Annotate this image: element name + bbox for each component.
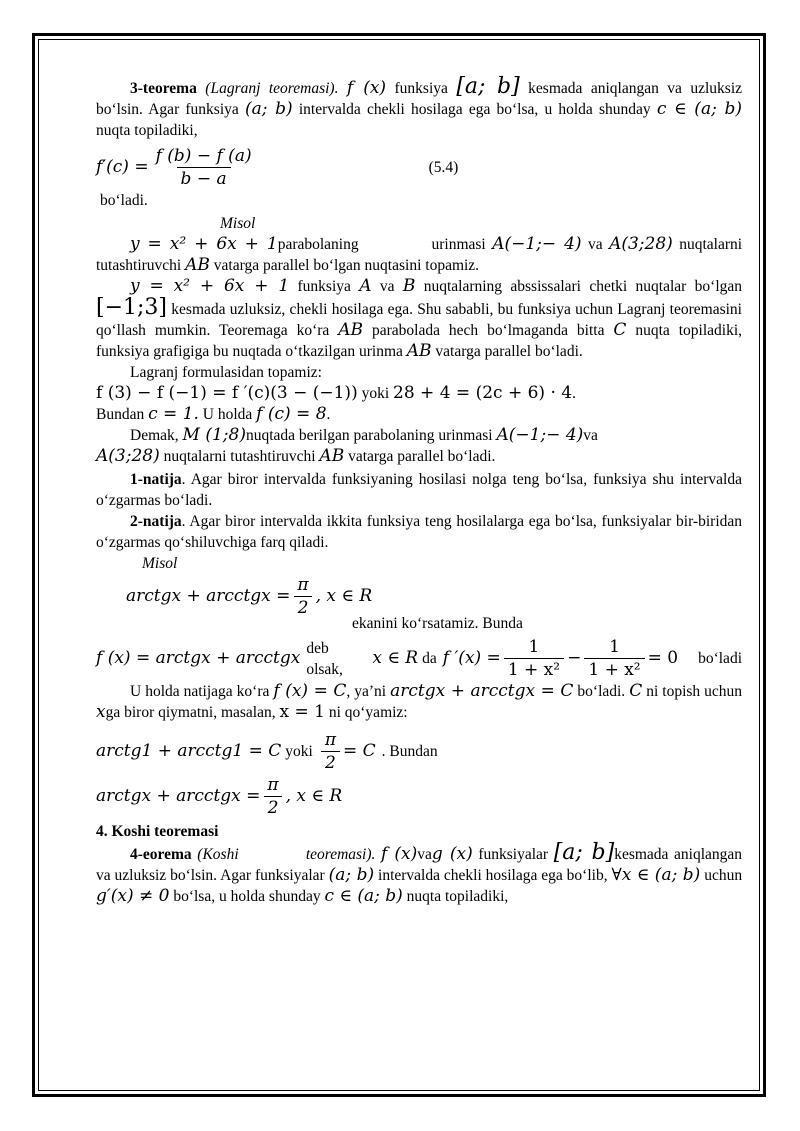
text: U holda natijaga ko‘ra	[130, 683, 270, 700]
text: tutashtiruvchi	[96, 257, 182, 274]
theorem-3-title: 3-teorema	[130, 80, 197, 97]
corollary-1	[96, 469, 742, 511]
formula-5-4	[96, 145, 742, 190]
fraction-numerator: f (b) − f (a)	[155, 146, 252, 166]
math-ab: AB	[338, 320, 364, 340]
theorem-4-title: 4-eorema	[130, 846, 192, 863]
fraction-numerator: π	[324, 730, 337, 750]
text: ni	[646, 683, 659, 700]
theorem-4-paragraph	[96, 842, 742, 907]
math-c-in: c ∈ (a; b)	[324, 886, 403, 906]
text: Demak,	[130, 427, 179, 444]
math-fraction	[504, 636, 564, 681]
math-lagrange-2: 28 + 4 = (2c + 6) · 4	[393, 383, 573, 403]
text: nuqta	[406, 888, 442, 905]
math-fraction	[584, 636, 644, 681]
text: . Agar biror intervalda funksiyaning hosilasi nolga teng bo‘lsa, funksiya shu intervalda o‘zgarmas bo‘ladi.	[96, 471, 742, 509]
substitution-line	[96, 729, 742, 774]
math-pi-over-2	[321, 729, 340, 774]
text: vatarga parallel bo‘ladi.	[348, 448, 496, 465]
text: uchun	[704, 867, 743, 884]
math-arc-sum: arctgx + arcctgx =	[96, 786, 261, 806]
fraction-numerator: 1	[528, 637, 540, 657]
math-point-m: M (1;8)	[182, 425, 246, 445]
text: , ya’ni	[346, 683, 387, 700]
math-closed-interval: [a; b]	[456, 74, 520, 99]
text: ga biror qiymatni, masalan,	[105, 704, 276, 721]
math-pi-over-2	[263, 774, 282, 819]
fraction-numerator: 1	[609, 637, 620, 657]
math-x-in-r: , x ∈ R	[315, 586, 373, 606]
text-line: Bundan c = 1. U holda f (c) = 8.	[96, 404, 331, 424]
derivative-line	[96, 636, 742, 681]
fraction-denominator: 2	[264, 796, 283, 819]
text: uzluksiz bo‘lsin. Agar funksiya	[96, 80, 743, 118]
example-1-title: Misol	[220, 215, 256, 232]
math-f-def: f (x) = arctgx + arcctgx	[96, 648, 301, 668]
text-line: ekanini ko‘rsatamiz. Bunda	[352, 615, 523, 632]
section-heading: 4. Koshi teoremasi	[96, 823, 219, 840]
math-closed-interval: [a; b]	[553, 840, 615, 865]
math-f-prime-c: f′(c) =	[96, 157, 149, 177]
text: aniqlangan va uzluksiz bo‘lsin. Agar funksiyalar	[96, 846, 743, 884]
math-interval: [−1;3]	[96, 295, 168, 320]
text: bo‘ladi.	[577, 683, 626, 700]
text: topiladiki,	[444, 888, 509, 905]
text: funksiya	[297, 278, 351, 295]
equation-number: (5.4)	[428, 159, 459, 176]
text: . Agar biror intervalda ikkita funksiya teng hosilalarga ega bo‘lsa, funksiyalar bir-biridan o‘zgarmas qo‘shiluvchiga farq qiladi.	[96, 513, 742, 551]
corollary-1-title: 1-natija	[130, 471, 182, 488]
fraction-denominator: 1 + x²	[584, 658, 644, 681]
text: funksiya	[394, 80, 448, 97]
math-fx: f (x)	[381, 844, 418, 864]
math-c: C	[629, 681, 643, 701]
math-x-in-r: x ∈ R	[372, 648, 419, 668]
math-open-interval: (a; b)	[244, 99, 293, 119]
text: yoki	[285, 743, 313, 760]
theorem-3-paragraph	[96, 76, 742, 141]
conclusion-paragraph	[96, 425, 742, 467]
math-point-a2: A(3;28)	[96, 446, 160, 466]
math-forall: ∀x ∈ (a; b)	[611, 865, 701, 885]
text: va	[587, 236, 603, 253]
fraction-denominator: 2	[294, 596, 313, 619]
text: vatarga parallel bo‘ladi.	[435, 343, 583, 360]
text: nuqtalarni tutashtiruvchi	[163, 448, 316, 465]
math-minus: −	[567, 648, 582, 668]
final-identity-line	[96, 774, 742, 819]
math-pi-over-2	[293, 574, 312, 619]
math-zero: = 0	[647, 648, 679, 668]
text: kesmada aniqlangan va	[528, 80, 682, 97]
text: topish uchun	[662, 683, 743, 700]
corollary-2	[96, 511, 742, 553]
text: U holda	[202, 406, 253, 423]
math-fc-value: f (c) = 8	[256, 404, 327, 424]
fraction-numerator: π	[297, 575, 309, 595]
text: nuqtalarni	[679, 236, 743, 253]
math-b: B	[402, 276, 416, 296]
math-x-equals-1: x = 1	[279, 702, 325, 722]
math-f-prime: f ′(x) =	[442, 648, 501, 668]
text: holda shunday	[558, 101, 651, 118]
math-parabola: y = x² + 6x + 1	[130, 276, 290, 296]
math-point-a1: A(−1;− 4)	[496, 425, 584, 445]
corollary-2-title: 2-natija	[130, 513, 182, 530]
text: deb olsak,	[306, 639, 343, 678]
text: intervalda chekli hosilaga ega	[378, 867, 563, 884]
text: funksiyalar	[478, 846, 549, 863]
theorem-4-name: (Koshi	[197, 846, 239, 863]
math-arc-sum: arctgx + arcctgx =	[126, 586, 291, 606]
fraction-numerator: π	[267, 775, 279, 795]
text: bo‘lib,	[566, 867, 608, 884]
math-fraction	[152, 145, 256, 190]
math-ab: AB	[319, 446, 345, 466]
text: ni qo‘yamiz:	[328, 704, 408, 721]
text: va	[379, 278, 395, 295]
math-arc-one: arctg1 + arcctg1 = C	[96, 741, 282, 761]
text: Bundan	[96, 406, 145, 423]
math-c-value: c = 1.	[148, 404, 199, 424]
text-line: bo‘ladi.	[100, 192, 148, 209]
math-fx: f (x)	[346, 78, 387, 98]
math-x-in-r: , x ∈ R	[285, 786, 343, 806]
text: va	[417, 846, 432, 863]
text: nuqta topiladiki, funksiya grafigiga bu nuqtada o‘tkazilgan urinma	[96, 322, 743, 360]
math-point-a2: A(3;28)	[609, 234, 673, 254]
theorem-3-name: (Lagranj teoremasi).	[205, 80, 339, 97]
text: da	[422, 650, 437, 667]
fraction-denominator: 1 + x²	[504, 658, 564, 681]
text: bo‘lsa, u holda shunday	[173, 888, 321, 905]
math-x: x	[96, 702, 106, 722]
text: nuqta topiladiki,	[96, 122, 198, 139]
text: . Bundan	[381, 743, 438, 760]
math-a: A	[359, 276, 372, 296]
fraction-denominator: b − a	[177, 167, 231, 190]
text: bo‘lgan	[694, 278, 743, 295]
theorem-4-name: teoremasi).	[305, 846, 376, 863]
example-1-paragraph	[96, 234, 742, 276]
text: nuqtada berilgan parabolaning urinmasi	[245, 427, 493, 444]
math-c: C	[613, 320, 627, 340]
math-lagrange: f (3) − f (−1) = f ′(c)(3 − (−1))	[96, 383, 358, 403]
math-arc-c: arctgx + arcctgx = C	[390, 681, 574, 701]
text: intervalda chekli hosilaga ega bo‘lsa, u	[298, 101, 553, 118]
math-gx: g (x)	[431, 844, 473, 864]
math-c-in: c ∈ (a; b)	[656, 99, 743, 119]
text: bo‘ladi	[698, 650, 742, 667]
document-body	[96, 76, 742, 907]
text: yoki	[361, 385, 390, 402]
math-f-c: f (x) = C	[273, 681, 347, 701]
example-1-paragraph-2	[96, 276, 742, 362]
lagrange-formula-line: f (3) − f (−1) = f ′(c)(3 − (−1)) yoki 28 + 4 = (2c + 6) · 4.	[96, 383, 576, 403]
text: kesmada	[614, 846, 669, 863]
text: parabolada hech bo‘lmaganda bitta	[371, 322, 605, 339]
math-ab: AB	[406, 341, 432, 361]
constant-paragraph	[96, 681, 742, 723]
text: nuqtalarning abssissalari chetki nuqtalar	[423, 278, 687, 295]
fraction-denominator: 2	[321, 751, 340, 774]
math-parabola: y = x² + 6x + 1	[130, 234, 278, 254]
text-line: Lagranj formulasidan topamiz:	[130, 364, 322, 381]
math-open-interval: (a; b)	[328, 865, 375, 885]
text: kesmada uzluksiz, chekli hosilaga ega. Shu sababli, bu funksiya uchun Lagranj teoremasini qo‘llash mumkin. Teoremaga ko‘ra	[96, 301, 742, 339]
math-point-a1: A(−1;− 4)	[492, 234, 582, 254]
math-g-prime: g′(x) ≠ 0	[96, 886, 170, 906]
math-equals-c: = C	[343, 741, 376, 761]
text: vatarga parallel bo‘lgan nuqtasini topamiz.	[213, 257, 480, 274]
text: parabolaning	[277, 236, 359, 253]
text: urinmasi	[431, 236, 486, 253]
text: va	[583, 427, 598, 444]
example-2-title: Misol	[142, 555, 178, 572]
math-ab: AB	[185, 255, 210, 275]
